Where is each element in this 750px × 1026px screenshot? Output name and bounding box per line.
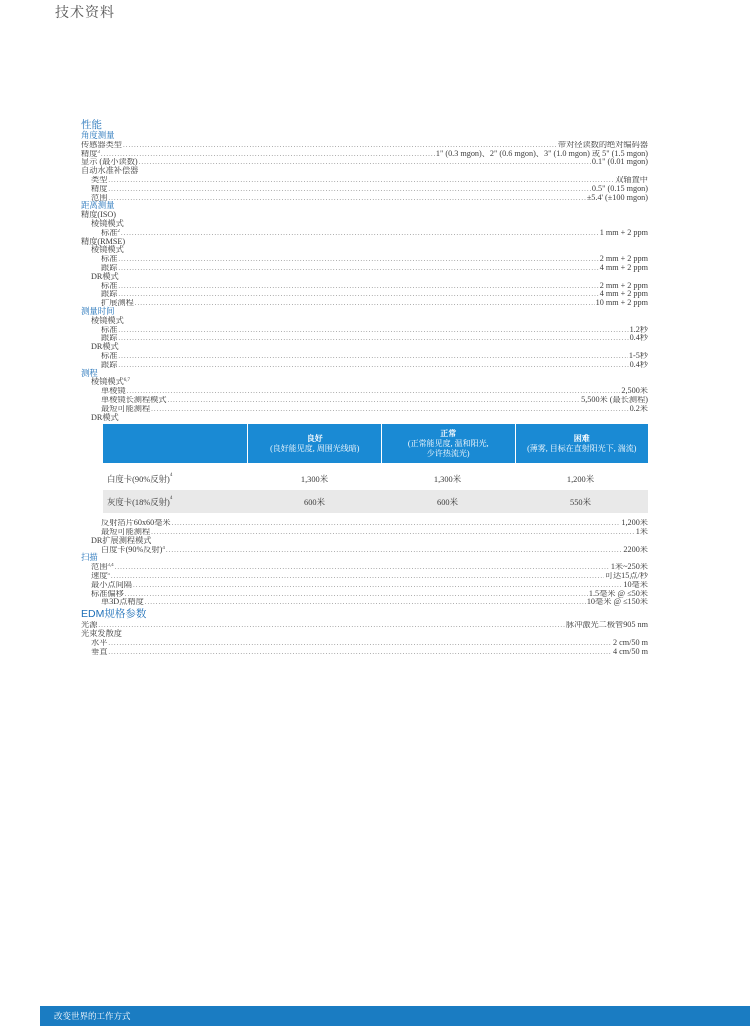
spec-row-time-dr-tracking: 跟踪 ..... 0.4秒 [81, 361, 648, 370]
spec-content [81, 118, 648, 656]
table-header-normal: 正常 (正常能见度, 温和阳光, 少许热流光) [381, 424, 515, 463]
spec-row-scan-range: 范围$^{3,4}$ ..... 1米~250米 [81, 563, 648, 572]
spec-row-dr-shortest: 最短可能测程 ..... 1米 [81, 528, 648, 537]
table-header-good: 良好 (良好能见度, 周围光线暗) [247, 424, 381, 463]
spec-group-range-prism: 棱镜模式$^{6,7}$ [91, 377, 131, 387]
spec-row-iso-standard: 标准$^2$ ..... 1 mm + 2 ppm [81, 229, 648, 238]
footer-slogan: 改变世界的工作方式 [54, 1011, 131, 1021]
subsection-scan: 扫描 [81, 553, 98, 563]
spec-row-dr-extended: 扩展测程 ..... 10 mm + 2 ppm [81, 299, 648, 308]
spec-row-comp-range: 范围 ..... ±5.4' (±100 mgon) [81, 194, 648, 203]
spec-row-comp-accuracy: 精度 ..... 0.5" (0.15 mgon) [81, 185, 648, 194]
spec-row-white-card-extended: 白度卡(90%反射)$^4$ ..... 2200米 [81, 546, 648, 555]
section-title-performance: 性能 [81, 119, 102, 131]
page-header-title: 技术资料 [55, 6, 115, 21]
spec-group-rmse: 精度(RMSE) [81, 236, 126, 246]
section-title-edm: EDM规格参数 [81, 608, 147, 621]
spec-row-dr-tracking: 跟踪 ..... 4 mm + 2 ppm [81, 290, 648, 299]
spec-group-iso: 精度(ISO) [81, 210, 117, 220]
spec-row-light-source: 光源 ..... 脉冲激光二极管905 nm [81, 621, 648, 630]
subsection-angle: 角度测量 [81, 131, 115, 140]
spec-row-display: 显示 (最小读数) ..... 0.1" (0.01 mgon) [81, 158, 648, 167]
spec-row-time-dr-standard: 标准 ..... 1-5秒 [81, 352, 648, 361]
table-header-difficult: 困难 (薄雾, 目标在直射阳光下, 湍流) [515, 424, 649, 463]
spec-row-single-prism: 单棱镜 ..... 2,500米 [81, 387, 648, 396]
spec-row-time-prism-tracking: 跟踪 ..... 0.4秒 [81, 334, 648, 343]
spec-row-scan-deviation: 标准偏移 ..... 1.5毫米 @ ≤50米 [81, 590, 648, 599]
subsection-range: 测程 [81, 368, 98, 378]
spec-group-time-dr: DR模式 [91, 342, 119, 352]
spec-row-prism-standard: 标准 ..... 2 mm + 2 ppm [81, 255, 648, 264]
spec-row-reflector-foil: 反射箔片60x60毫米 ..... 1,200米 [81, 519, 648, 528]
spec-group-dr-mode: DR模式 [91, 271, 119, 281]
spec-row-sensor: 传感器类型 ..... 带对径读数的绝对编码器 [81, 141, 648, 150]
spec-group-divergence: 光束发散度 [81, 629, 122, 639]
table-row: 灰度卡(18%反射)$^4$ 600米 600米 550米 [103, 490, 648, 513]
spec-row-prism-tracking: 跟踪 ..... 4 mm + 2 ppm [81, 264, 648, 273]
dr-range-table [103, 424, 648, 513]
spec-row-shortest-range: 最短可能测程 ..... 0.2米 [81, 405, 648, 414]
spec-row-time-prism-standard: 标准 ..... 1.2秒 [81, 326, 648, 335]
spec-row-divergence-vertical: 垂直 ..... 4 cm/50 m [81, 648, 648, 657]
table-header-blank [103, 424, 247, 463]
spec-row-angle-accuracy: 精度$^3$ ..... 1" (0.3 mgon)、2" (0.6 mgon)、3" (1.0 mgon) 或 5" (1.5 mgon) [81, 150, 648, 159]
footer-bar [40, 1006, 750, 1026]
subsection-distance: 距离测量 [81, 201, 115, 211]
spec-group-range-dr: DR模式 [91, 412, 119, 422]
spec-row-dr-standard: 标准 ..... 2 mm + 2 ppm [81, 282, 648, 291]
spec-group-prism-mode: 棱镜模式 [91, 218, 124, 228]
subsection-time: 测量时间 [81, 306, 115, 316]
spec-row-scan-min-interval: 最小点间隔 ..... 10毫米 [81, 581, 648, 590]
spec-row-divergence-horizontal: 水平 ..... 2 cm/50 m [81, 639, 648, 648]
spec-row-comp-type: 类型 ..... 双轴置中 [81, 176, 648, 185]
spec-row-scan-3d-accuracy: 单3D点精度 ..... 10毫米 @ ≤150米 [81, 598, 648, 607]
spec-row-single-prism-long: 单棱镜长测程模式 ..... 5,500米 (最长测程) [81, 396, 648, 405]
spec-row-scan-speed: 速度$^5$ ..... 可达15点/秒 [81, 572, 648, 581]
spec-group-prism-mode-2: 棱镜模式 [91, 245, 124, 255]
spec-group-time-prism: 棱镜模式 [91, 315, 124, 325]
spec-group-compensator: 自动水准补偿器 [81, 166, 139, 176]
table-header [103, 424, 648, 463]
spec-group-dr-extended: DR扩展测程模式 [91, 535, 152, 545]
table-row: 白度卡(90%反射)$^4$ 1,300米 1,300米 1,200米 [107, 472, 595, 484]
